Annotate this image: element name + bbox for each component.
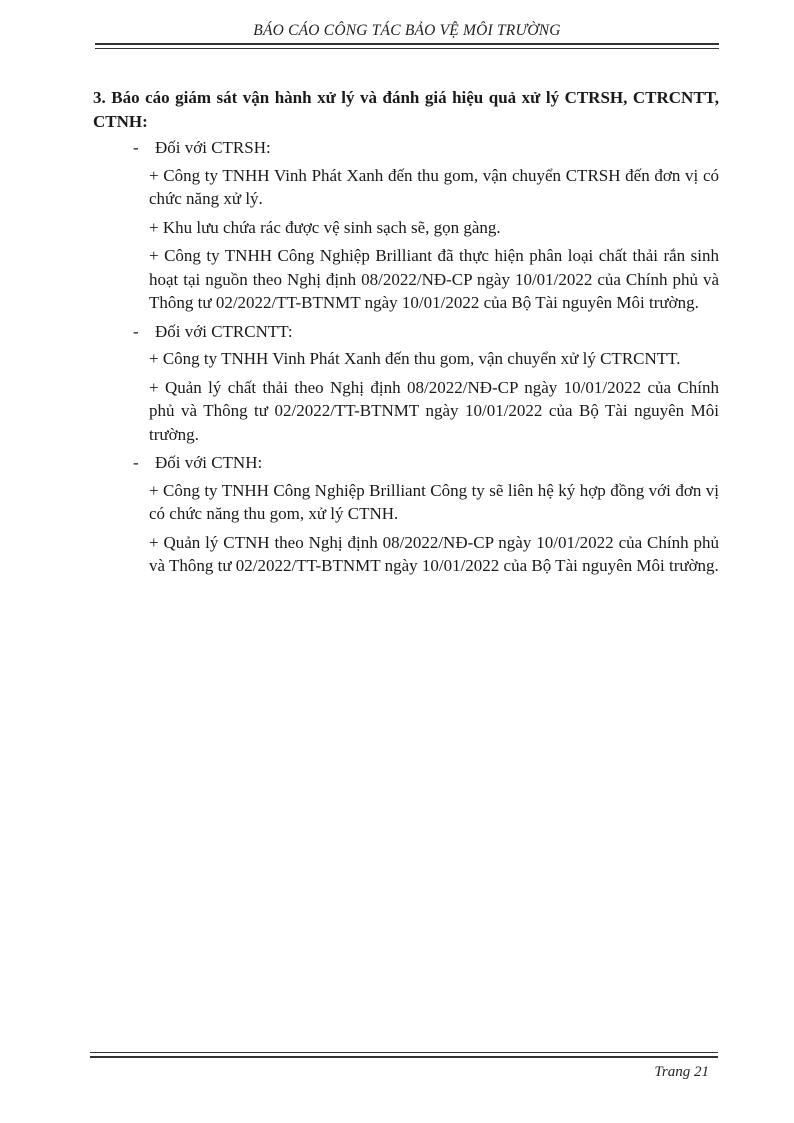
dash-bullet: -	[133, 453, 139, 472]
page-number: Trang 21	[654, 1064, 709, 1080]
footer-rule	[90, 1052, 718, 1058]
list-item: + Quản lý CTNH theo Nghị định 08/2022/NĐ-CP ngày 10/01/2022 của Chính phủ và Thông tư 02/2022/TT-BTNMT ngày 10/01/2022 của Bộ Tài nguyên Môi trường.	[149, 532, 719, 575]
list-item: + Công ty TNHH Vinh Phát Xanh đến thu gom, vận chuyển xử lý CTRCNTT.	[149, 349, 681, 368]
list-item: + Khu lưu chứa rác được vệ sinh sạch sẽ, gọn gàng.	[149, 217, 501, 237]
list-item: + Công ty TNHH Công Nghiệp Brilliant đã thực hiện phân loại chất thải rắn sinh hoạt tại nguồn theo Nghị định 08/2022/NĐ-CP ngày 10/01/2022 của Chính phủ và Thông tư 02/2022/TT-BTNMT ngày 10/01/2022 của Bộ Tài nguyên Môi trường.	[149, 246, 719, 312]
list-item: + Công ty TNHH Công Nghiệp Brilliant Công ty sẽ liên hệ ký hợp đồng với đơn vị có chức năng thu gom, xử lý CTNH.	[149, 480, 719, 523]
list-item: + Quản lý chất thải theo Nghị định 08/2022/NĐ-CP ngày 10/01/2022 của Chính phủ và Thông tư 02/2022/TT-BTNMT ngày 10/01/2022 của Bộ Tài nguyên Môi trường.	[149, 377, 719, 444]
group-label: Đối với CTNH:	[155, 453, 263, 472]
dash-bullet: -	[133, 321, 139, 341]
page-header-title: BÁO CÁO CÔNG TÁC BẢO VỆ MÔI TRƯỜNG	[253, 22, 561, 39]
group-label: Đối với CTRCNTT:	[155, 321, 293, 341]
group-ctnh	[93, 451, 719, 475]
group-label: Đối với CTRSH:	[155, 138, 271, 157]
header-rule	[95, 43, 719, 49]
document-body	[93, 86, 719, 583]
group-ctrcntt	[93, 320, 719, 344]
dash-bullet: -	[133, 138, 139, 157]
section-heading: 3. Báo cáo giám sát vận hành xử lý và đánh giá hiệu quả xử lý CTRSH, CTRCNTT, CTNH:	[93, 88, 719, 131]
group-ctrsh	[93, 136, 719, 160]
list-item: + Công ty TNHH Vinh Phát Xanh đến thu gom, vận chuyển CTRSH đến đơn vị có chức năng xử lý.	[149, 165, 719, 208]
